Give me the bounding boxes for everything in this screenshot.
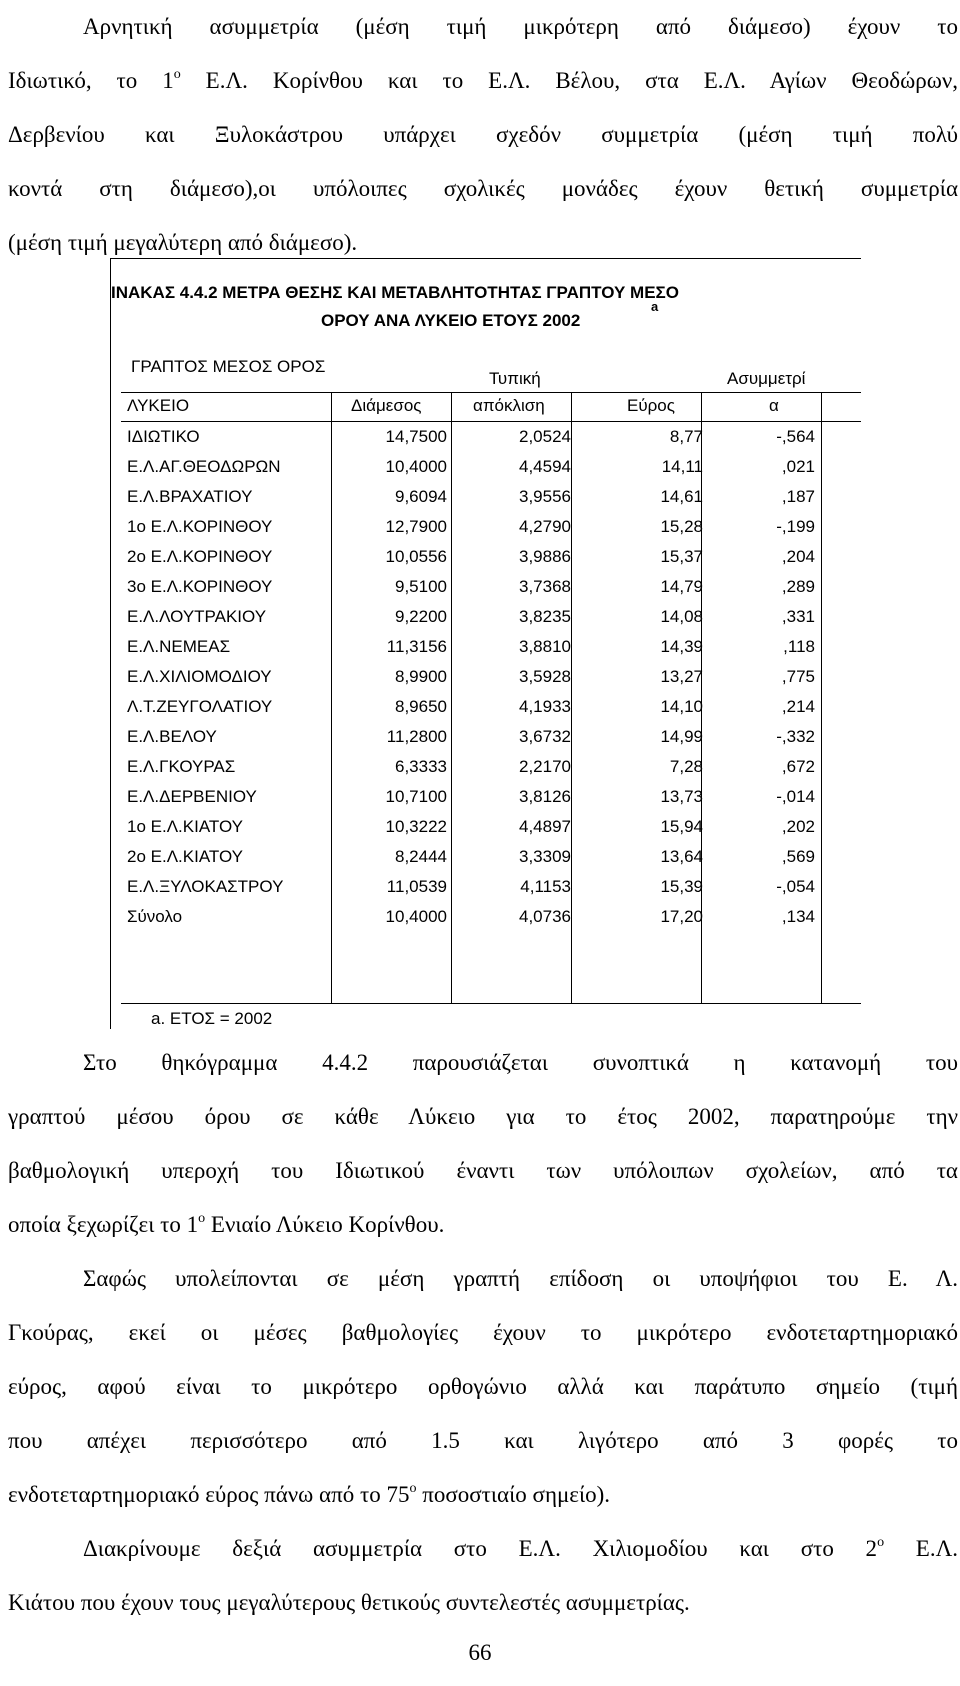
skew-cell: ,202	[781, 817, 815, 836]
range-cell: 15,28	[660, 517, 703, 536]
skew-cell: ,021	[781, 457, 815, 476]
skew-cell: -,332	[776, 727, 815, 746]
header-sd-line1: Τυπική	[489, 369, 541, 388]
table-row	[121, 813, 861, 845]
sd-cell: 3,5928	[519, 667, 571, 686]
body-line-text: ποσοστιαίο σημείο).	[416, 1482, 611, 1507]
sd-cell: 3,8810	[519, 637, 571, 656]
skew-cell: ,118	[783, 637, 815, 656]
range-cell: 13,64	[660, 847, 703, 866]
range-cell: 14,99	[660, 727, 703, 746]
body-line	[8, 1468, 958, 1522]
school-cell: Ε.Λ.ΛΟΥΤΡΑΚΙΟΥ	[127, 607, 267, 626]
school-cell: Ε.Λ.ΧΙΛΙΟΜΟΔΙΟΥ	[127, 667, 272, 686]
median-cell: 11,2800	[386, 727, 447, 746]
skew-cell: -,199	[776, 517, 815, 536]
school-cell: Ε.Λ.ΑΓ.ΘΕΟΔΩΡΩΝ	[127, 457, 281, 476]
school-cell: 1ο Ε.Λ.ΚΟΡΙΝΘΟΥ	[127, 517, 273, 536]
sd-cell: 4,4594	[519, 457, 571, 476]
table-footnote: a. ΕΤΟΣ = 2002	[151, 1009, 273, 1028]
intro-line-3: Δερβενίου και Ξυλοκάστρου υπάρχει σχεδόν συμμετρία (μέση τιμή πολύ	[8, 122, 958, 147]
intro-line-2	[8, 54, 958, 108]
median-cell: 8,9900	[395, 667, 447, 686]
sd-cell: 4,4897	[519, 817, 571, 836]
header-sd-line2: απόκλιση	[473, 396, 545, 415]
median-cell: 9,5100	[395, 577, 447, 596]
body-paragraphs	[8, 1036, 958, 1630]
range-cell: 14,39	[660, 637, 703, 656]
skew-cell: ,134	[781, 907, 815, 926]
range-cell: 17,20	[660, 907, 703, 926]
skew-cell: ,775	[781, 667, 815, 686]
stats-table	[110, 258, 861, 1029]
header-median: Διάμεσος	[351, 396, 422, 415]
median-cell: 10,4000	[385, 907, 447, 926]
sd-cell: 3,6732	[519, 727, 571, 746]
sd-cell: 3,8235	[519, 607, 571, 626]
table-row	[121, 603, 861, 635]
skew-cell: ,289	[781, 577, 815, 596]
school-cell: Σύνολο	[127, 907, 183, 926]
ordinal-superscript: ο	[198, 1211, 206, 1226]
range-cell: 14,10	[660, 697, 703, 716]
skew-cell: ,331	[781, 607, 815, 626]
header-range: Εύρος	[627, 396, 675, 415]
sd-cell: 2,0524	[519, 427, 571, 446]
school-cell: 2ο Ε.Λ.ΚΙΑΤΟΥ	[127, 847, 244, 866]
range-cell: 8,77	[669, 427, 703, 446]
table-row	[121, 903, 861, 935]
median-cell: 14,7500	[385, 427, 447, 446]
body-line: που απέχει περισσότερο από 1.5 και λιγότερο από 3 φορές το	[8, 1428, 958, 1453]
median-cell: 11,3156	[386, 637, 447, 656]
table-row	[121, 633, 861, 665]
skew-cell: ,187	[781, 487, 815, 506]
sd-cell: 3,3309	[519, 847, 571, 866]
ordinal-superscript: ο	[409, 1481, 417, 1496]
body-line: γραπτού μέσου όρου σε κάθε Λύκειο για το έτος 2002, παρατηρούμε την	[8, 1104, 958, 1129]
median-cell: 6,3333	[395, 757, 447, 776]
school-cell: Ε.Λ.ΞΥΛΟΚΑΣΤΡΟΥ	[127, 877, 284, 896]
median-cell: 12,7900	[385, 517, 447, 536]
range-cell: 14,11	[661, 457, 703, 476]
body-line-text: Ε.Λ.	[884, 1536, 958, 1561]
range-cell: 14,61	[660, 487, 703, 506]
median-cell: 8,2444	[395, 847, 447, 866]
body-line: βαθμολογική υπεροχή του Ιδιωτικού έναντι των υπόλοιπων σχολείων, από τα	[8, 1158, 958, 1183]
range-cell: 13,73	[660, 787, 703, 806]
table-row	[121, 573, 861, 605]
body-line	[8, 1522, 958, 1576]
school-cell: 3ο Ε.Λ.ΚΟΡΙΝΘΟΥ	[127, 577, 273, 596]
body-line-text: ενδοτεταρτημοριακό εύρος πάνω από το 75	[8, 1482, 410, 1507]
skew-cell: ,672	[781, 757, 815, 776]
skew-cell: -,014	[776, 787, 815, 806]
school-cell: Ε.Λ.ΓΚΟΥΡΑΣ	[127, 757, 236, 776]
skew-cell: ,214	[781, 697, 815, 716]
table-title-superscript: a	[651, 299, 659, 314]
sd-cell: 2,2170	[519, 757, 571, 776]
skew-cell: -,054	[776, 877, 815, 896]
table-row	[121, 543, 861, 575]
table-title-line-2: ΟΡΟΥ ΑΝΑ ΛΥΚΕΙΟ ΕΤΟΥΣ 2002	[321, 311, 581, 330]
table-row	[121, 723, 861, 755]
sd-cell: 3,8126	[519, 787, 571, 806]
header-school: ΛΥΚΕΙΟ	[127, 396, 190, 415]
intro-line-4: κοντά στη διάμεσο),οι υπόλοιπες σχολικές μονάδες έχουν θετική συμμετρία	[8, 176, 958, 201]
school-cell: Ε.Λ.ΔΕΡΒΕΝΙΟΥ	[127, 787, 257, 806]
table-divider	[121, 421, 861, 422]
table-group-label: ΓΡΑΠΤΟΣ ΜΕΣΟΣ ΟΡΟΣ	[131, 357, 326, 376]
school-cell: 1ο Ε.Λ.ΚΙΑΤΟΥ	[127, 817, 244, 836]
table-row	[121, 453, 861, 485]
intro-paragraph	[8, 0, 958, 270]
sd-cell: 3,7368	[519, 577, 571, 596]
table-row	[121, 783, 861, 815]
table-row	[121, 693, 861, 725]
school-cell: Ε.Λ.ΝΕΜΕΑΣ	[127, 637, 231, 656]
body-line-text: Διακρίνουμε δεξιά ασυμμετρία στο Ε.Λ. Χιλιομοδίου και στο 2	[83, 1536, 878, 1561]
table-row	[121, 843, 861, 875]
table-row	[121, 483, 861, 515]
school-cell: ΙΔΙΩΤΙΚΟ	[127, 427, 200, 446]
skew-cell: -,564	[776, 427, 815, 446]
body-line: Γκούρας, εκεί οι μέσες βαθμολογίες έχουν το μικρότερο ενδοτεταρτημοριακό	[8, 1320, 958, 1345]
range-cell: 15,37	[660, 547, 703, 566]
body-line: εύρος, αφού είναι το μικρότερο ορθογώνιο αλλά και παράτυπο σημείο (τιμή	[8, 1374, 958, 1399]
median-cell: 10,4000	[385, 457, 447, 476]
school-cell: Ε.Λ.ΒΡΑΧΑΤΙΟΥ	[127, 487, 253, 506]
table-row	[121, 423, 861, 455]
header-skew-line2: α	[769, 396, 779, 415]
range-cell: 13,27	[660, 667, 703, 686]
body-line	[8, 1198, 958, 1252]
sd-cell: 4,1153	[520, 877, 571, 896]
range-cell: 14,08	[660, 607, 703, 626]
intro-line-2-a: Ιδιωτικό, το $1^o$ Ε.Λ. Κορίνθου και το Ε.Λ. Βέλου, στα Ε.Λ. Αγίων Θεοδώρων,	[8, 67, 958, 93]
median-cell: 8,9650	[395, 697, 447, 716]
median-cell: 11,0539	[386, 877, 447, 896]
median-cell: 10,0556	[385, 547, 447, 566]
median-cell: 9,6094	[395, 487, 447, 506]
ordinal-superscript: ο	[877, 1535, 885, 1550]
median-cell: 10,3222	[385, 817, 447, 836]
school-cell: Λ.Τ.ΖΕΥΓΟΛΑΤΙΟΥ	[127, 697, 273, 716]
table-title-line-1: ΙΝΑΚΑΣ 4.4.2 ΜΕΤΡΑ ΘΕΣΗΣ ΚΑΙ ΜΕΤΑΒΛΗΤΟΤΗΤΑΣ ΓΡΑΠΤΟΥ ΜΕΣΟ	[111, 283, 679, 302]
range-cell: 7,28	[669, 757, 703, 776]
body-line: Σαφώς υπολείπονται σε μέση γραπτή επίδοση οι υποψήφιοι του Ε. Λ.	[83, 1266, 958, 1291]
table-row	[121, 753, 861, 785]
sd-cell: 3,9556	[519, 487, 571, 506]
sd-cell: 3,9886	[519, 547, 571, 566]
school-cell: Ε.Λ.ΒΕΛΟΥ	[127, 727, 217, 746]
body-line: Κιάτου που έχουν τους μεγαλύτερους θετικούς συντελεστές ασυμμετρίας.	[8, 1590, 690, 1615]
range-cell: 15,39	[660, 877, 703, 896]
sd-cell: 4,0736	[519, 907, 571, 926]
table-row	[121, 663, 861, 695]
skew-cell: ,569	[781, 847, 815, 866]
intro-line-1: Αρνητική ασυμμετρία (μέση τιμή μικρότερη από διάμεσο) έχουν το	[83, 14, 958, 39]
range-cell: 14,79	[660, 577, 703, 596]
range-cell: 15,94	[660, 817, 703, 836]
body-line: Στο θηκόγραμμα 4.4.2 παρουσιάζεται συνοπτικά η κατανομή του	[83, 1050, 958, 1075]
table-row	[121, 873, 861, 905]
table-row	[121, 513, 861, 545]
header-skew-line1: Ασυμμετρί	[727, 369, 806, 388]
page-number: 66	[468, 1640, 492, 1665]
median-cell: 9,2200	[395, 607, 447, 626]
body-line-text: οποία ξεχωρίζει το 1	[8, 1212, 199, 1237]
body-line-text: Ενιαίο Λύκειο Κορίνθου.	[205, 1212, 445, 1237]
median-cell: 10,7100	[385, 787, 447, 806]
skew-cell: ,204	[781, 547, 815, 566]
sd-cell: 4,1933	[519, 697, 571, 716]
intro-line-5: (μέση τιμή μεγαλύτερη από διάμεσο).	[8, 230, 358, 255]
school-cell: 2ο Ε.Λ.ΚΟΡΙΝΘΟΥ	[127, 547, 273, 566]
sd-cell: 4,2790	[519, 517, 571, 536]
